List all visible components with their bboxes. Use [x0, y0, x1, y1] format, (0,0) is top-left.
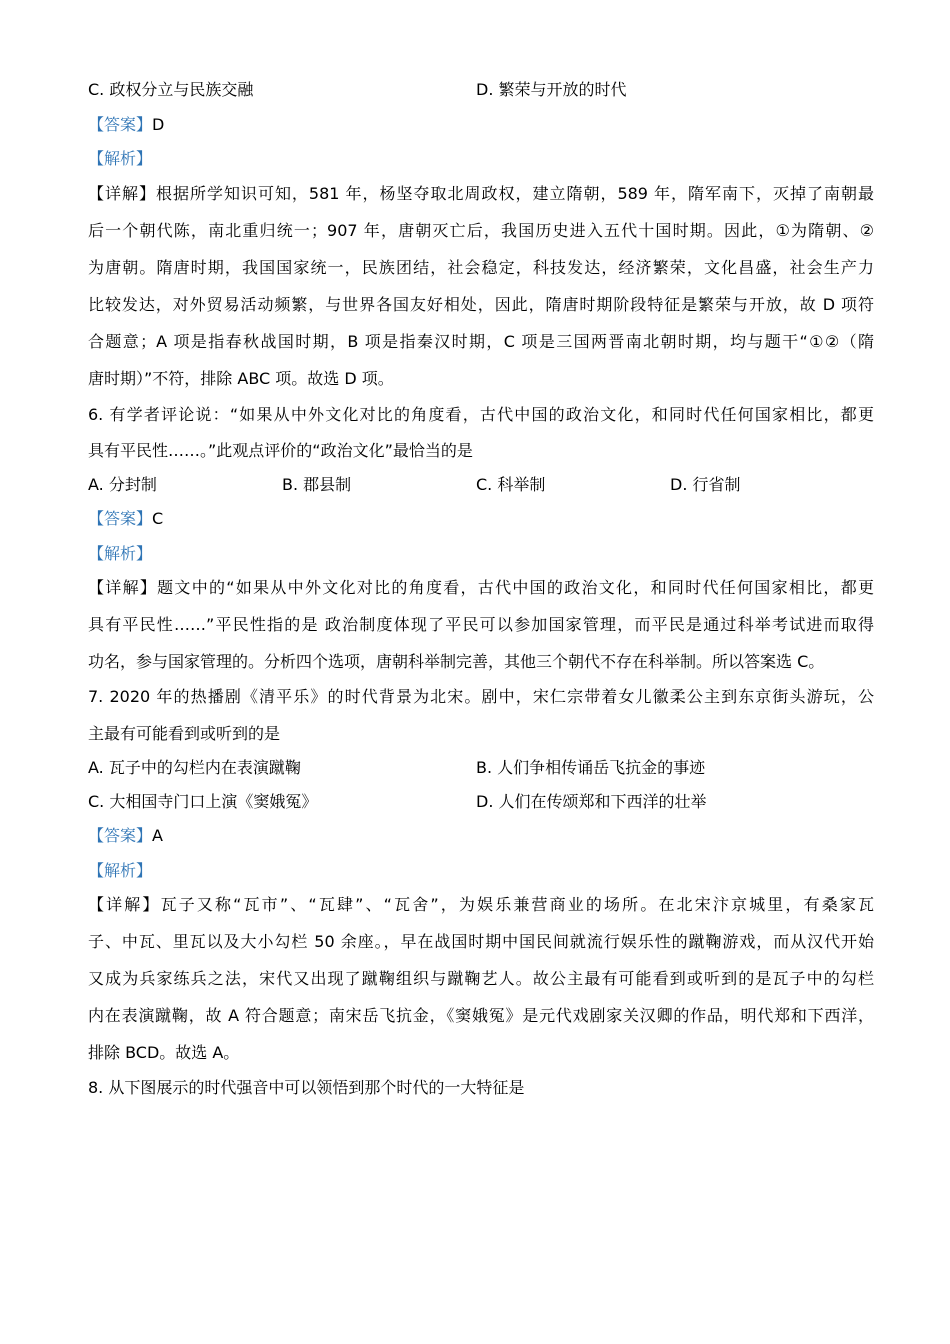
q7-stem-line: 主最有可能看到或听到的是 — [88, 724, 281, 743]
q7-detail-line — [88, 894, 874, 916]
q5-option-d: D. 繁荣与开放的时代 — [476, 80, 627, 99]
q5-detail-line: 唐时期）”不符，排除 ABC 项。故选 D 项。 — [88, 369, 394, 388]
detail-text: 瓦子又称“瓦市”、“瓦肆”、“瓦舍”，为娱乐兼营商业的场所。在北宋汴京城里，有桑家瓦 — [160, 895, 874, 914]
q7-stem-line: 7. 2020 年的热播剧《清平乐》的时代背景为北宋。剧中，宋仁宗带着女儿徽柔公主到东京街头游玩，公 — [88, 687, 874, 706]
q5-analysis-tag: 【解析】 — [88, 149, 153, 168]
detail-tag: 【详解】 — [88, 895, 161, 914]
q7-option-a: A. 瓦子中的勾栏内在表演蹴鞠 — [88, 758, 301, 777]
q7-option-b: B. 人们争相传诵岳飞抗金的事迹 — [476, 758, 706, 777]
q6-detail-line — [88, 577, 874, 599]
detail-text: 题文中的“如果从中外文化对比的角度看，古代中国的政治文化，和同时代任何国家相比，都更 — [157, 578, 874, 597]
q5-detail-line: 后一个朝代陈，南北重归统一；907 年，唐朝灭亡后，我国历史进入五代十国时期。因此，①为隋朝、② — [88, 221, 874, 240]
q5-option-c: C. 政权分立与民族交融 — [88, 80, 254, 99]
q6-option-c: C. 科举制 — [476, 475, 546, 494]
q6-detail-line: 功名，参与国家管理的。分析四个选项，唐朝科举制完善，其他三个朝代不存在科举制。所以答案选 C。 — [88, 652, 825, 671]
answer-value: C — [152, 509, 164, 528]
q7-option-c: C. 大相国寺门口上演《窦娥冤》 — [88, 792, 318, 811]
q7-detail-line: 子、中瓦、里瓦以及大小勾栏 50 余座。，早在战国时期中国民间就流行娱乐性的蹴鞠游戏，而从汉代开始 — [88, 932, 874, 951]
answer-tag: 【答案】 — [88, 509, 153, 528]
q5-answer — [88, 114, 164, 136]
q8-stem: 8. 从下图展示的时代强音中可以领悟到那个时代的一大特征是 — [88, 1078, 525, 1097]
q7-option-d: D. 人们在传颂郑和下西洋的壮举 — [476, 792, 707, 811]
q6-stem-line: 具有平民性……。”此观点评价的“政治文化”最恰当的是 — [88, 441, 473, 460]
q7-analysis-tag: 【解析】 — [88, 861, 153, 880]
q5-detail-line: 比较发达，对外贸易活动频繁，与世界各国友好相处，因此，隋唐时期阶段特征是繁荣与开放，故 D 项符 — [88, 295, 874, 314]
answer-value: D — [152, 115, 165, 134]
q7-detail-line: 又成为兵家练兵之法，宋代又出现了蹴鞠组织与蹴鞠艺人。故公主最有可能看到或听到的是瓦子中的勾栏 — [88, 969, 874, 988]
q7-answer — [88, 825, 163, 847]
q6-option-a: A. 分封制 — [88, 475, 157, 494]
detail-tag: 【详解】 — [88, 184, 156, 203]
q5-detail-line: 合题意；A 项是指春秋战国时期，B 项是指秦汉时期，C 项是三国两晋南北朝时期，均与题干“①②（隋 — [88, 332, 874, 351]
answer-tag: 【答案】 — [88, 115, 153, 134]
q7-detail-line: 排除 BCD。故选 A。 — [88, 1043, 240, 1062]
q6-answer — [88, 508, 163, 530]
q7-detail-line: 内在表演蹴鞠，故 A 符合题意；南宋岳飞抗金，《窦娥冤》是元代戏剧家关汉卿的作品，明代郑和下西洋， — [88, 1006, 874, 1025]
q6-option-d: D. 行省制 — [670, 475, 741, 494]
q6-option-b: B. 郡县制 — [282, 475, 352, 494]
q5-detail-line — [88, 183, 874, 205]
detail-text: 根据所学知识可知，581 年，杨坚夺取北周政权，建立隋朝，589 年，隋军南下，灭掉了南朝最 — [155, 184, 874, 203]
q6-stem-line: 6. 有学者评论说：“如果从中外文化对比的角度看，古代中国的政治文化，和同时代任何国家相比，都更 — [88, 405, 874, 424]
answer-tag: 【答案】 — [88, 826, 153, 845]
answer-value: A — [152, 826, 163, 845]
q6-analysis-tag: 【解析】 — [88, 544, 153, 563]
detail-tag: 【详解】 — [88, 578, 158, 597]
q6-detail-line: 具有平民性……”平民性指的是 政治制度体现了平民可以参加国家管理，而平民是通过科举考试进而取得 — [88, 615, 874, 634]
q5-detail-line: 为唐朝。隋唐时期，我国国家统一，民族团结，社会稳定，科技发达，经济繁荣，文化昌盛，社会生产力 — [88, 258, 874, 277]
